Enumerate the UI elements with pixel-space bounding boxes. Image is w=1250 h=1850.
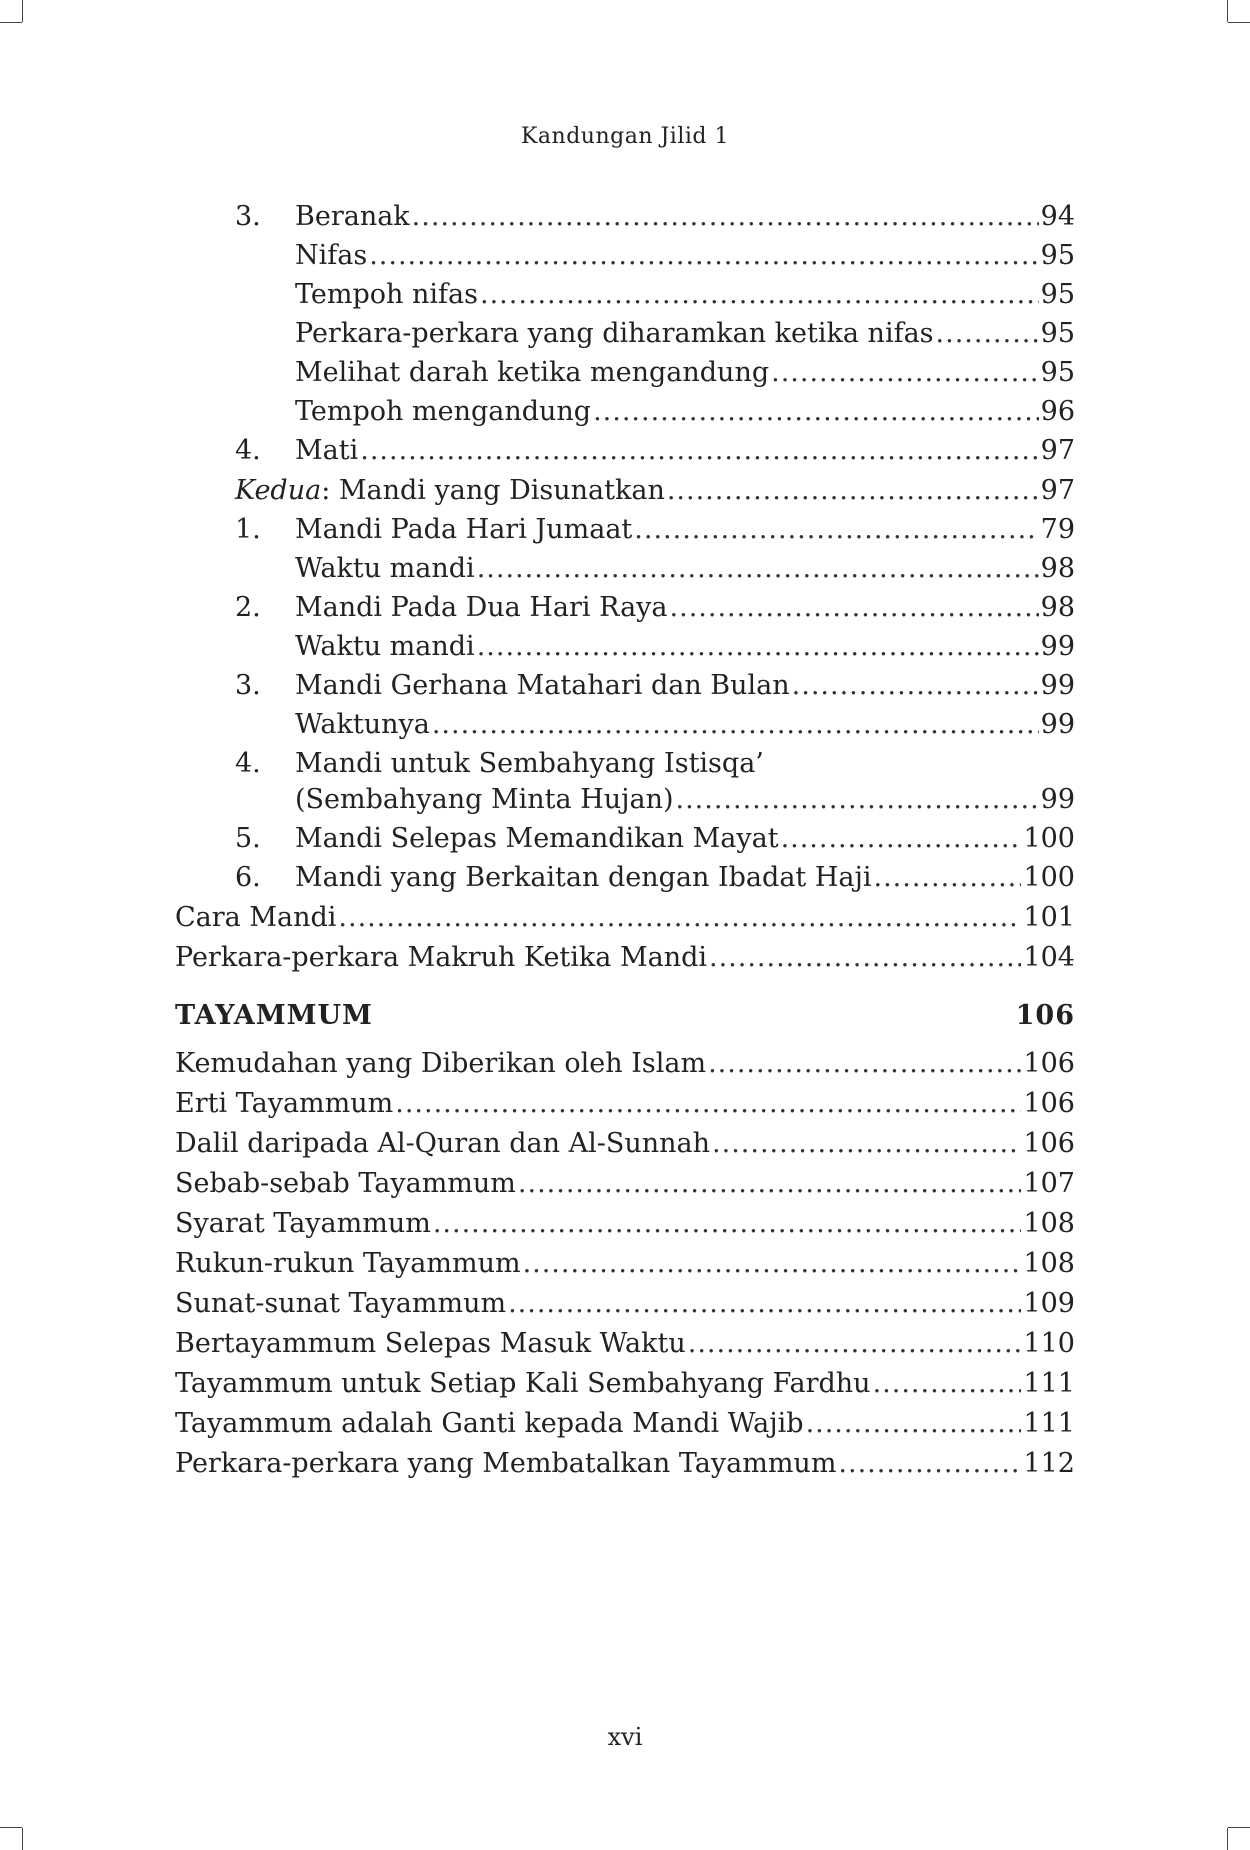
kedua-rest: : Mandi yang Disunatkan <box>321 475 665 506</box>
leader-dots <box>395 1086 1021 1122</box>
toc-entry-line2[interactable] <box>295 782 1075 818</box>
toc-entry[interactable] <box>175 1086 1075 1122</box>
entry-title: Mandi Selepas Memandikan Mayat <box>295 823 779 854</box>
entry-page: 98 <box>1040 592 1075 623</box>
toc-entry[interactable] <box>175 1046 1075 1082</box>
toc-entry[interactable] <box>175 1246 1075 1282</box>
leader-dots <box>781 821 1022 857</box>
entry-number: 3. <box>235 670 261 701</box>
entry-number: 6. <box>235 862 261 893</box>
entry-title: Sunat-sunat Tayammum <box>175 1288 507 1319</box>
entry-title: Mandi untuk Sembahyang Istisqa’ <box>295 748 764 779</box>
entry-page: 100 <box>1023 862 1075 893</box>
entry-page: 111 <box>1023 1368 1075 1399</box>
toc-entry[interactable] <box>175 1206 1075 1242</box>
entry-page: 109 <box>1023 1288 1075 1319</box>
toc-entry[interactable] <box>295 238 1075 274</box>
entry-page: 100 <box>1023 823 1075 854</box>
entry-page: 94 <box>1040 201 1075 232</box>
toc-entry[interactable] <box>175 1406 1075 1442</box>
entry-title: Waktunya <box>295 709 430 740</box>
entry-number: 1. <box>235 514 261 545</box>
entry-title: Sebab-sebab Tayammum <box>175 1168 516 1199</box>
toc-entry[interactable] <box>175 900 1075 936</box>
toc-entry[interactable] <box>175 1366 1075 1402</box>
kedua-italic: Kedua <box>235 475 322 506</box>
leader-dots <box>432 707 1039 743</box>
leader-dots <box>477 629 1039 665</box>
toc-entry[interactable] <box>295 668 1075 704</box>
toc-entry[interactable] <box>175 940 1075 976</box>
entry-page: 110 <box>1023 1328 1075 1359</box>
running-header: Kandungan Jilid 1 <box>520 124 729 149</box>
entry-page: 106 <box>1023 1128 1075 1159</box>
toc-entry[interactable] <box>295 512 1075 548</box>
entry-title: Rukun-rukun Tayammum <box>175 1248 521 1279</box>
toc-entry[interactable] <box>295 590 1075 626</box>
leader-dots <box>523 1246 1022 1282</box>
crop-mark <box>1228 22 1250 23</box>
entry-page: 79 <box>1040 514 1075 545</box>
entry-title: Nifas <box>295 240 368 271</box>
section-title: TAYAMMUM <box>175 1000 373 1031</box>
toc-entry[interactable] <box>295 707 1075 743</box>
entry-title: Erti Tayammum <box>175 1088 394 1119</box>
entry-page: 106 <box>1023 1088 1075 1119</box>
entry-title: Mandi Pada Hari Jumaat <box>295 514 633 545</box>
entry-title <box>235 473 665 509</box>
entry-page: 99 <box>1040 631 1075 662</box>
leader-dots <box>771 355 1039 391</box>
leader-dots <box>670 590 1039 626</box>
entry-page: 108 <box>1023 1208 1075 1239</box>
leader-dots <box>369 238 1038 274</box>
leader-dots <box>708 1046 1021 1082</box>
entry-page: 98 <box>1040 553 1075 584</box>
leader-dots <box>667 473 1039 509</box>
toc-entry-line1[interactable] <box>295 746 1075 782</box>
entry-page: 97 <box>1040 475 1075 506</box>
entry-title: Tayammum untuk Setiap Kali Sembahyang Fardhu <box>175 1368 871 1399</box>
toc-entry[interactable] <box>175 1166 1075 1202</box>
entry-page: 99 <box>1040 709 1075 740</box>
entry-title: Kemudahan yang Diberikan oleh Islam <box>175 1048 707 1079</box>
toc-entry[interactable] <box>295 433 1075 469</box>
entry-title: Melihat darah ketika mengandung <box>295 357 770 388</box>
leader-dots <box>508 1286 1021 1322</box>
toc-entry[interactable] <box>175 1126 1075 1162</box>
entry-page: 112 <box>1023 1448 1075 1479</box>
leader-dots <box>360 433 1038 469</box>
entry-page: 95 <box>1040 318 1075 349</box>
entry-number: 2. <box>235 592 261 623</box>
crop-mark <box>22 1828 23 1850</box>
entry-title: Beranak <box>295 201 410 232</box>
toc-entry[interactable] <box>175 1446 1075 1482</box>
entry-page: 108 <box>1023 1248 1075 1279</box>
toc-entry[interactable] <box>295 860 1075 896</box>
entry-page: 99 <box>1040 670 1075 701</box>
section-heading[interactable] <box>175 998 1075 1034</box>
entry-title: Mandi Gerhana Matahari dan Bulan <box>295 670 790 701</box>
leader-dots <box>477 551 1039 587</box>
toc-entry[interactable] <box>175 1286 1075 1322</box>
entry-page: 97 <box>1040 435 1075 466</box>
crop-mark <box>1227 0 1228 22</box>
crop-mark <box>0 1827 22 1828</box>
entry-title: Mati <box>295 435 359 466</box>
leader-dots <box>480 277 1039 313</box>
leader-dots <box>806 1406 1022 1442</box>
leader-dots <box>412 199 1039 235</box>
entry-title: Waktu mandi <box>295 631 475 662</box>
entry-title: Waktu mandi <box>295 553 475 584</box>
entry-page: 95 <box>1040 279 1075 310</box>
toc-entry[interactable] <box>295 394 1075 430</box>
leader-dots <box>792 668 1039 704</box>
entry-page: 101 <box>1023 902 1075 933</box>
toc-entry[interactable] <box>295 316 1075 352</box>
entry-page: 106 <box>1023 1048 1075 1079</box>
crop-mark <box>1228 1827 1250 1828</box>
section-page: 106 <box>1015 1000 1075 1031</box>
page-number: xvi <box>607 1723 643 1751</box>
entry-number: 5. <box>235 823 261 854</box>
entry-page: 107 <box>1023 1168 1075 1199</box>
toc-entry[interactable] <box>295 199 1075 235</box>
entry-page: 95 <box>1040 240 1075 271</box>
entry-title: Cara Mandi <box>175 902 337 933</box>
entry-title: Tempoh mengandung <box>295 396 592 427</box>
entry-title: Dalil daripada Al-Quran dan Al-Sunnah <box>175 1128 711 1159</box>
leader-dots <box>838 1446 1021 1482</box>
leader-dots <box>709 940 1021 976</box>
leader-dots <box>518 1166 1022 1202</box>
toc-entry[interactable] <box>295 629 1075 665</box>
toc-entry[interactable] <box>295 551 1075 587</box>
entry-title: Tayammum adalah Ganti kepada Mandi Wajib <box>175 1408 804 1439</box>
entry-title: Perkara-perkara yang diharamkan ketika nifas <box>295 318 934 349</box>
entry-number: 4. <box>235 435 261 466</box>
entry-number: 4. <box>235 748 261 779</box>
entry-title: Syarat Tayammum <box>175 1208 431 1239</box>
leader-dots <box>634 512 1038 548</box>
crop-mark <box>1227 1828 1228 1850</box>
entry-title: Perkara-perkara yang Membatalkan Tayammum <box>175 1448 837 1479</box>
entry-page: 99 <box>1040 784 1075 815</box>
entry-title: Mandi Pada Dua Hari Raya <box>295 592 668 623</box>
leader-dots <box>338 900 1021 936</box>
entry-page: 95 <box>1040 357 1075 388</box>
toc-entry[interactable] <box>175 1326 1075 1362</box>
leader-dots <box>676 782 1039 818</box>
leader-dots <box>874 860 1022 896</box>
entry-page: 111 <box>1023 1408 1075 1439</box>
entry-title: (Sembahyang Minta Hujan) <box>295 784 674 815</box>
toc-entry[interactable] <box>295 821 1075 857</box>
toc-entry[interactable] <box>295 355 1075 391</box>
toc-entry-kedua[interactable] <box>235 473 1075 509</box>
toc-entry[interactable] <box>295 277 1075 313</box>
leader-dots <box>593 394 1039 430</box>
entry-title: Bertayammum Selepas Masuk Waktu <box>175 1328 686 1359</box>
entry-title: Mandi yang Berkaitan dengan Ibadat Haji <box>295 862 872 893</box>
entry-page: 104 <box>1023 942 1075 973</box>
leader-dots <box>688 1326 1022 1362</box>
leader-dots <box>433 1206 1022 1242</box>
crop-mark <box>0 22 22 23</box>
leader-dots <box>936 316 1039 352</box>
crop-mark <box>22 0 23 22</box>
entry-title: Perkara-perkara Makruh Ketika Mandi <box>175 942 708 973</box>
leader-dots <box>873 1366 1022 1402</box>
leader-dots <box>712 1126 1021 1162</box>
entry-number: 3. <box>235 201 261 232</box>
entry-title: Tempoh nifas <box>295 279 478 310</box>
entry-page: 96 <box>1040 396 1075 427</box>
